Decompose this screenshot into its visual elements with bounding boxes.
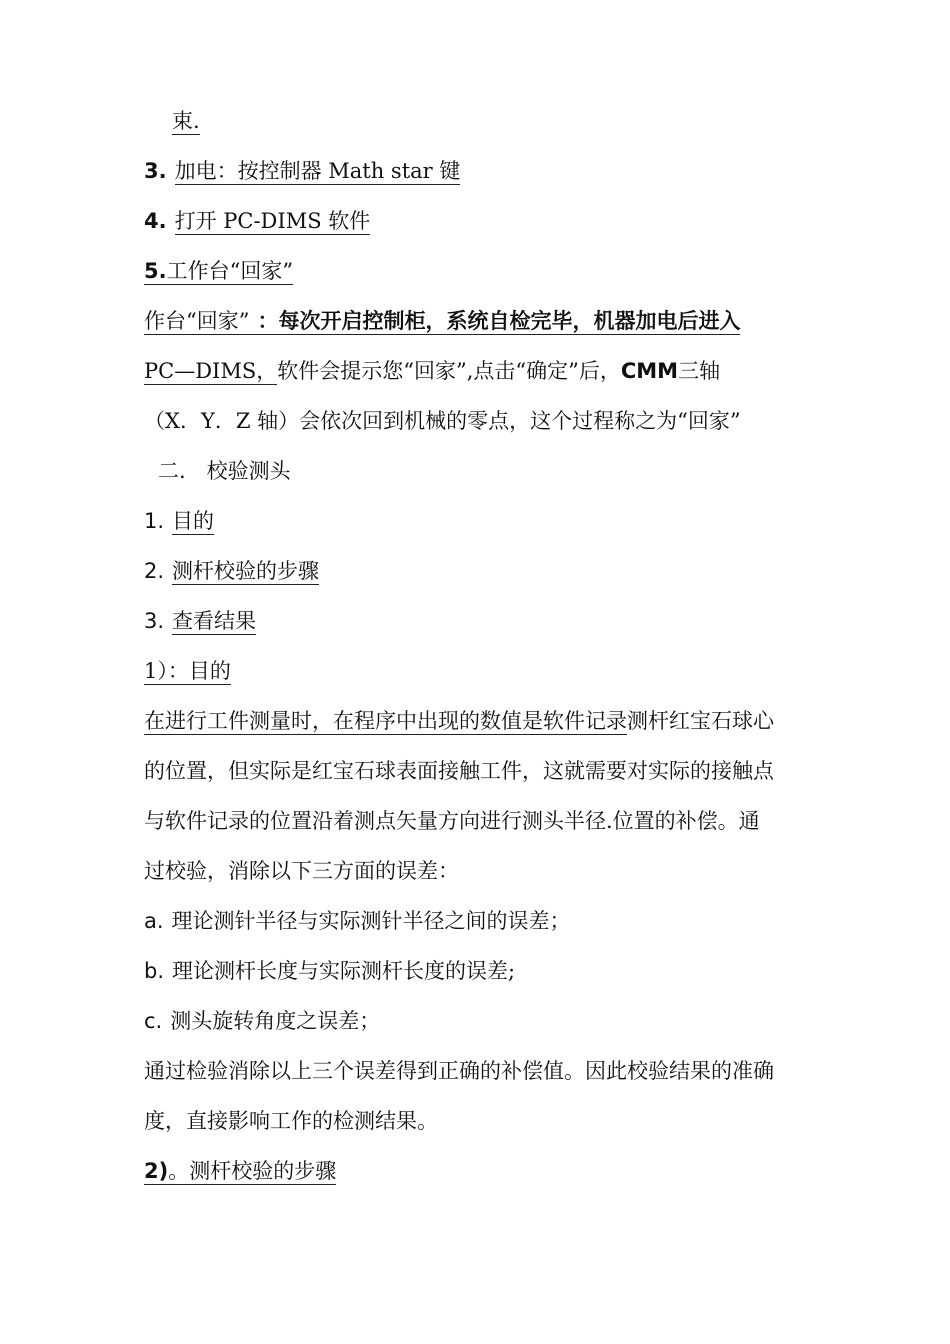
step-number: 4. [144, 209, 167, 233]
homing-paragraph-line-1 [144, 304, 740, 338]
list-text: 查看结果 [172, 609, 257, 633]
paragraph-line-4 [144, 854, 459, 888]
error-item-a [144, 904, 571, 938]
paragraph-text: 测杆红宝石球心 [627, 709, 774, 733]
homing-description-bold: ：每次开启控制柜，系统自检完毕，机器加电后进入 [257, 308, 741, 333]
pc-dims-label: PC—DIMS， [144, 359, 278, 383]
error-item-b [144, 954, 515, 988]
error-item-letter: b. [144, 959, 165, 983]
conclusion-line-1 [144, 1054, 774, 1088]
error-item-c [144, 1004, 380, 1038]
homing-heading: 作台“回家” [144, 309, 250, 333]
homing-paragraph-line-3 [144, 404, 741, 438]
paragraph-text-underlined: 在进行工件测量时，在程序中出现的数值是软件记录 [144, 709, 627, 733]
subheading-purpose [144, 654, 231, 688]
homing-text: 三轴 [678, 359, 721, 383]
text-line-1 [172, 104, 200, 138]
paragraph-text: 通过检验消除以上三个误差得到正确的补偿值。因此校验结果的准确 [144, 1059, 774, 1083]
list-number: 3. [144, 609, 165, 633]
list-item-2 [144, 554, 319, 588]
homing-paragraph-line-2 [144, 354, 720, 388]
homing-text: 软件会提示您“回家 [277, 359, 456, 383]
homing-text: （X．Y．Z 轴）会依次回到机械的零点，这个过程称之为“回家” [144, 409, 741, 433]
subheading-text: 。测杆校验的步骤 [168, 1159, 337, 1183]
step-number: 5. [144, 259, 167, 283]
step-4-line [144, 204, 370, 238]
paragraph-text: 的位置，但实际是红宝石球表面接触工件，这就需要对实际的接触点 [144, 759, 774, 783]
list-text: 目的 [172, 509, 215, 533]
list-number: 2. [144, 559, 165, 583]
list-item-1 [144, 504, 214, 538]
error-item-text: 理论测针半径与实际测针半径之间的误差； [171, 909, 571, 933]
error-item-text: 测头旋转角度之误差； [170, 1009, 381, 1033]
error-item-letter: c. [144, 1009, 163, 1033]
subheading-steps [144, 1154, 336, 1188]
list-item-3 [144, 604, 256, 638]
paragraph-line-2 [144, 754, 774, 788]
section-heading [158, 454, 291, 488]
paragraph-text: 与软件记录的位置沿着测点矢量方向进行测头半径.位置的补偿。通 [144, 809, 760, 833]
step-number: 3. [144, 159, 167, 183]
subheading-text: 1）：目的 [144, 659, 231, 683]
step-text: 打开 PC-DIMS 软件 [174, 209, 371, 233]
conclusion-line-2 [144, 1104, 438, 1138]
section-title: 二. 校验测头 [158, 459, 291, 483]
error-item-text: 理论测杆长度与实际测杆长度的误差; [172, 959, 516, 983]
paragraph-text: 度，直接影响工作的检测结果。 [144, 1109, 438, 1133]
paragraph-line-1 [144, 704, 774, 738]
error-item-letter: a. [144, 909, 164, 933]
paragraph-line-3 [144, 804, 760, 838]
paragraph-text: 过校验，消除以下三方面的误差： [144, 859, 459, 883]
subheading-number: 2) [144, 1159, 169, 1183]
list-number: 1. [144, 509, 165, 533]
step-text: 工作台“回家” [166, 259, 294, 283]
list-text: 测杆校验的步骤 [172, 559, 320, 583]
step-5-line [144, 254, 293, 288]
cmm-label: CMM [620, 359, 679, 383]
continuation-text: 束. [172, 109, 200, 133]
step-text: 加电：按控制器 Math star 键 [174, 159, 461, 183]
step-3-line [144, 154, 460, 188]
homing-text: ”,点击“确定”后， [455, 359, 621, 383]
